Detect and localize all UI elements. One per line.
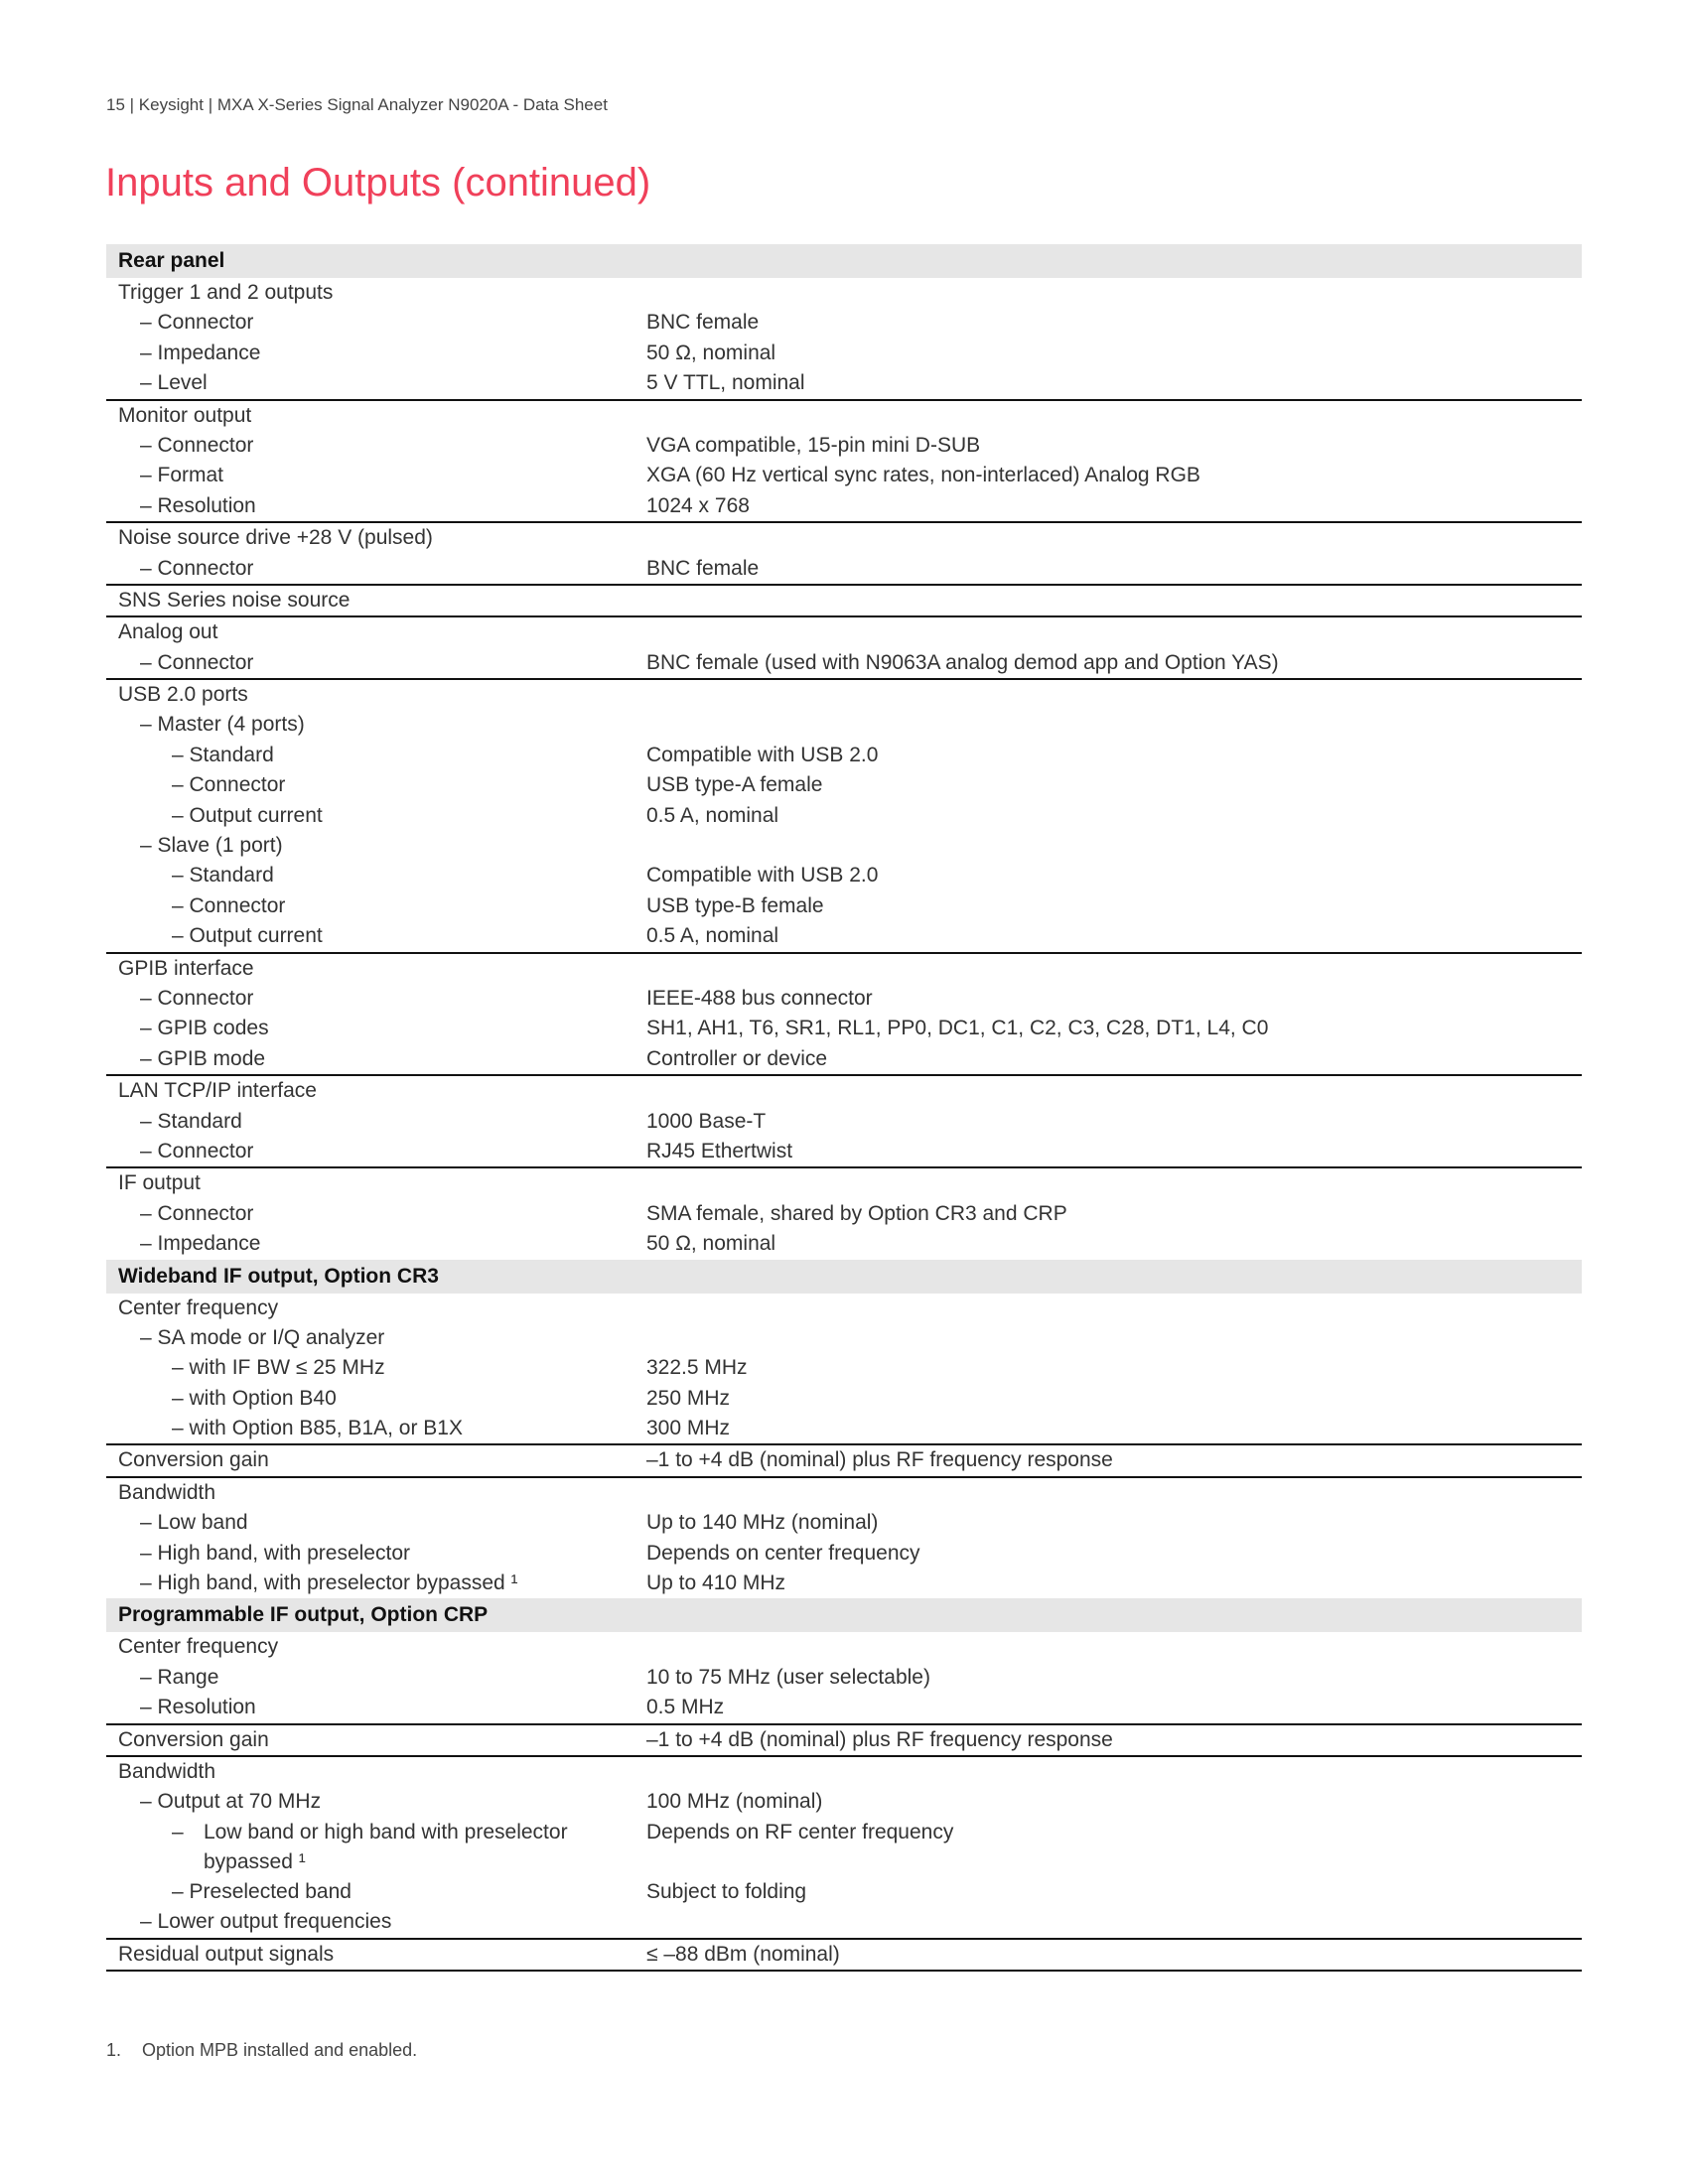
spec-row [106,710,1582,740]
spec-label: – Resolution [140,493,256,517]
spec-label: – GPIB mode [140,1046,266,1070]
spec-label: Conversion gain [118,1727,269,1751]
spec-row [106,1539,1582,1569]
spec-group-trigger-outputs [106,278,1582,401]
spec-value: Controller or device [646,1046,828,1070]
spec-group-crp-center-frequency [106,1632,1582,1724]
spec-row [106,954,1582,984]
spec-row [106,461,1582,490]
spec-group-gpib-interface [106,954,1582,1077]
spec-label: Residual output signals [118,1942,335,1966]
spec-label: – Format [140,464,224,487]
spec-group-monitor-output [106,401,1582,524]
spec-label: – Standard [172,864,274,887]
section-header-rear-panel: Rear panel [106,244,1582,278]
spec-label: – High band, with preselector bypassed ¹ [140,1571,518,1595]
spec-value: SMA female, shared by Option CR3 and CRP [646,1201,1067,1225]
spec-group-crp-bandwidth [106,1757,1582,1940]
spec-label: USB 2.0 ports [118,683,248,707]
spec-value: BNC female (used with N9063A analog demod app and Option YAS) [646,650,1279,674]
spec-label: Trigger 1 and 2 outputs [118,281,334,304]
spec-value: 322.5 MHz [646,1356,748,1380]
spec-row [106,801,1582,831]
spec-value: 250 MHz [646,1386,731,1410]
spec-group-sns [106,586,1582,617]
spec-label: – Impedance [140,341,261,364]
spec-label: – with Option B85, B1A, or B1X [172,1417,463,1440]
spec-row [106,680,1582,710]
spec-value: 0.5 A, nominal [646,924,779,948]
spec-label: – with Option B40 [172,1386,337,1410]
spec-label: – Resolution [140,1696,256,1719]
spec-value: XGA (60 Hz vertical sync rates, non-interlaced) Analog RGB [646,464,1200,487]
section-header-programmable-if: Programmable IF output, Option CRP [106,1598,1582,1632]
spec-value: Subject to folding [646,1879,807,1903]
spec-row [106,1569,1582,1598]
spec-row [106,1663,1582,1693]
spec-row [106,1294,1582,1323]
spec-row [106,1323,1582,1353]
spec-value: BNC female [646,556,760,580]
spec-row [106,741,1582,770]
spec-row [106,617,1582,647]
spec-label: – Connector [140,433,254,457]
spec-label: – Output current [172,924,323,948]
spec-row [106,1229,1582,1259]
spec-group-crp-conversion-gain [106,1725,1582,1757]
spec-label: – Range [140,1665,219,1689]
spec-row [106,1414,1582,1443]
spec-row [106,1445,1582,1475]
spec-value: 100 MHz (nominal) [646,1790,823,1814]
spec-row [106,1044,1582,1074]
spec-row [106,831,1582,861]
spec-value: Compatible with USB 2.0 [646,864,879,887]
spec-label: – Low band [140,1511,248,1535]
spec-value: –1 to +4 dB (nominal) plus RF frequency response [646,1727,1113,1751]
spec-label: – Connector [140,650,254,674]
spec-label: – SA mode or I/Q analyzer [140,1325,385,1349]
spec-row [106,1725,1582,1755]
spec-label: Noise source drive +28 V (pulsed) [118,526,433,550]
spec-label: – Connector [140,556,254,580]
spec-row [106,1384,1582,1414]
spec-group-noise-source-drive [106,523,1582,586]
spec-row [106,1632,1582,1662]
spec-label: – Output at 70 MHz [140,1790,322,1814]
spec-label: Low band or high band with preselector bypassed ¹ [204,1820,568,1873]
spec-group-lan-interface [106,1076,1582,1168]
spec-row [106,648,1582,678]
spec-value: 1024 x 768 [646,493,750,517]
spec-group-residual-output [106,1940,1582,1972]
spec-row [106,523,1582,553]
spec-row [106,586,1582,615]
spec-row [106,861,1582,890]
spec-row [106,1014,1582,1043]
spec-label: – Level [140,371,208,395]
spec-row [106,1353,1582,1383]
spec-row [106,278,1582,308]
spec-label: – Connector [172,893,286,917]
spec-value: 0.5 A, nominal [646,803,779,827]
spec-group-cr3-bandwidth [106,1478,1582,1599]
spec-value: 50 Ω, nominal [646,1232,776,1256]
spec-value: 0.5 MHz [646,1696,725,1719]
spec-row [106,1076,1582,1106]
spec-label: – Lower output frequencies [140,1910,392,1934]
spec-row [106,1693,1582,1722]
spec-value: SH1, AH1, T6, SR1, RL1, PP0, DC1, C1, C2, C3, C28, DT1, L4, C0 [646,1017,1269,1040]
spec-row [106,921,1582,951]
spec-label: Conversion gain [118,1448,269,1472]
spec-value [646,1907,1582,1937]
spec-row [106,431,1582,461]
spec-label: – Connector [140,311,254,335]
spec-label: LAN TCP/IP interface [118,1079,317,1103]
spec-label: – Master (4 ports) [140,713,305,737]
spec-label: – High band, with preselector [140,1541,410,1565]
spec-row [106,1907,1582,1937]
spec-row [106,1508,1582,1538]
spec-row [106,1478,1582,1508]
spec-value: RJ45 Ethertwist [646,1139,793,1162]
spec-row [106,770,1582,800]
spec-label: Analog out [118,620,218,644]
spec-label: – Connector [140,986,254,1010]
spec-value: Up to 410 MHz [646,1571,786,1595]
spec-value: 5 V TTL, nominal [646,371,805,395]
spec-value: USB type-A female [646,773,823,797]
spec-label: GPIB interface [118,956,254,980]
spec-label: – Connector [140,1201,254,1225]
footnote-number: 1. [106,2040,122,2060]
spec-group-usb-ports [106,680,1582,954]
spec-group-cr3-center-frequency [106,1294,1582,1446]
spec-group-analog-out [106,617,1582,680]
spec-row [106,1818,1582,1877]
dash-marker: – [172,1820,184,1843]
spec-value: Depends on center frequency [646,1541,920,1565]
page-title: Inputs and Outputs (continued) [105,161,651,205]
spec-value: Compatible with USB 2.0 [646,743,879,766]
spec-value: USB type-B female [646,893,824,917]
spec-value: 1000 Base-T [646,1109,767,1133]
spec-row [106,1199,1582,1229]
spec-row [106,891,1582,921]
spec-value: Depends on RF center frequency [646,1820,954,1843]
spec-label: Center frequency [118,1635,279,1659]
spec-row [106,1787,1582,1817]
spec-label: Monitor output [118,403,252,427]
spec-label: Bandwidth [118,1759,216,1783]
spec-value: 50 Ω, nominal [646,341,776,364]
spec-label: IF output [118,1171,201,1195]
spec-label: – Preselected band [172,1879,352,1903]
spec-label: – Standard [172,743,274,766]
spec-label: – with IF BW ≤ 25 MHz [172,1356,385,1380]
spec-value: 10 to 75 MHz (user selectable) [646,1665,930,1689]
spec-row [106,401,1582,431]
page-header: 15 | Keysight | MXA X-Series Signal Analyzer N9020A - Data Sheet [106,95,608,114]
spec-group-if-output [106,1168,1582,1259]
spec-label: Bandwidth [118,1480,216,1504]
footnote [106,2040,417,2061]
spec-row [106,1877,1582,1907]
spec-label: – Connector [172,773,286,797]
spec-label: Center frequency [118,1296,279,1319]
spec-value: Up to 140 MHz (nominal) [646,1511,879,1535]
spec-label: – Impedance [140,1232,261,1256]
spec-label-wrapped [106,1818,646,1877]
spec-row [106,308,1582,338]
spec-group-cr3-conversion-gain [106,1445,1582,1477]
spec-row [106,1137,1582,1166]
spec-label: – Standard [140,1109,242,1133]
spec-label: SNS Series noise source [118,588,351,612]
spec-row [106,368,1582,398]
spec-label: – Connector [140,1139,254,1162]
spec-row [106,339,1582,368]
spec-row [106,1107,1582,1137]
spec-row [106,1757,1582,1787]
spec-row [106,1168,1582,1198]
spec-value: IEEE-488 bus connector [646,986,873,1010]
section-header-wideband-if: Wideband IF output, Option CR3 [106,1260,1582,1294]
spec-label: – GPIB codes [140,1017,269,1040]
spec-row [106,984,1582,1014]
spec-value: 300 MHz [646,1417,731,1440]
spec-label: – Output current [172,803,323,827]
spec-value: VGA compatible, 15-pin mini D-SUB [646,433,981,457]
spec-row [106,1940,1582,1970]
spec-value: ≤ –88 dBm (nominal) [646,1942,840,1966]
spec-value: BNC female [646,311,760,335]
spec-table [106,244,1582,1972]
spec-row [106,491,1582,521]
spec-label: – Slave (1 port) [140,834,283,858]
footnote-text: Option MPB installed and enabled. [142,2040,418,2060]
spec-value: –1 to +4 dB (nominal) plus RF frequency response [646,1448,1113,1472]
spec-row [106,554,1582,584]
